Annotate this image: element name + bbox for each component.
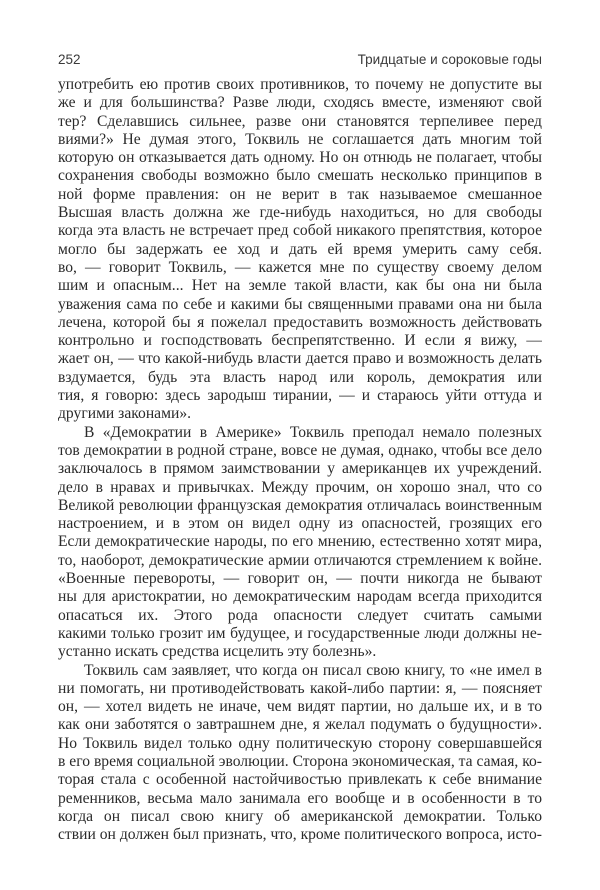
text-line: уважения сама по себе и какими бы священными правами она ни была: [58, 295, 542, 313]
text-line: Но Токвиль видел только одну политическую сторону совершавшейся: [58, 734, 542, 752]
text-line: когда эта власть не встречает пред собой никакого препятствия, которое: [58, 222, 542, 240]
paragraph-first-line: В «Демократии в Америке» Токвиль преподал немало полезных: [84, 423, 542, 441]
text-line: когда он писал свою книгу об американской демократии. Только: [58, 807, 542, 825]
text-line: заключалось в прямом заимствовании у американцев их учреждений.: [58, 460, 542, 478]
text-line: ствии он должен был признать, что, кроме политического вопроса, исто-: [58, 826, 542, 844]
running-title: Тридцатые и сороковые годы: [357, 52, 542, 67]
text-line: тов демократии в родной стране, вовсе не думая, однако, чтобы все дело: [58, 441, 542, 459]
text-line: Если демократические народы, по его мнению, естественно хотят мира,: [58, 533, 542, 551]
text-line: ны для аристократии, но демократическим народам всегда приходится: [58, 588, 542, 606]
text-line: опасаться их. Этого рода опасности следует считать самыми: [58, 606, 542, 624]
text-line: во, — говорит Токвиль, — кажется мне по существу своему делом: [58, 258, 542, 276]
text-line: тия, я говорю: здесь зародыш тирании, — и стараюсь уйти оттуда и: [58, 387, 542, 405]
text-line: то, наоборот, демократические армии отличаются стремлением к войне.: [58, 551, 542, 569]
text-line: тер? Сделавшись сильнее, разве они становятся терпеливее перед: [58, 112, 542, 130]
text-line: жает он, — что какой-нибудь власти дается право и возможность делать: [58, 350, 542, 368]
text-line: виями?» Не думая этого, Токвиль не соглашается дать многим той: [58, 130, 542, 148]
text-line: вздумается, будь эта власть народ или король, демократия или: [58, 368, 542, 386]
text-line: настроением, и в этом он видел одну из опасностей, грозящих его: [58, 515, 542, 533]
page-body-text: [58, 76, 542, 844]
text-line: дело в нравах и привычках. Между прочим, он хорошо знал, что со: [58, 478, 542, 496]
text-line: лечена, которой бы я пожелал предоставить возможность действовать: [58, 313, 542, 331]
text-line: в его время социальной эволюции. Сторона экономическая, та самая, ко-: [58, 752, 542, 770]
text-line: как они заботятся о завтрашнем дне, я желал подумать о будущности».: [58, 716, 542, 734]
text-line: торая стала с особенной настойчивостью привлекать к себе внимание: [58, 771, 542, 789]
text-line: употребить ею против своих противников, то почему не допустите вы: [58, 76, 542, 93]
text-line: же и для большинства? Разве люди, сходясь вместе, изменяют свой: [58, 94, 542, 112]
text-line: ременников, весьма мало занимала его вообще и в особенности в то: [58, 789, 542, 807]
text-line: какими только грозит им будущее, и государственные люди должны не-: [58, 624, 542, 642]
text-line: он, — хотел видеть не иначе, чем видят партии, но дальше их, и в то: [58, 698, 542, 716]
page-number: 252: [58, 52, 81, 67]
paragraph-first-line: Токвиль сам заявляет, что когда он писал свою книгу, то «не имел в: [84, 661, 542, 679]
text-line: Великой революции французская демократия отличалась воинственным: [58, 496, 542, 514]
text-line: устанно искать средства исцелить эту болезнь».: [58, 643, 377, 661]
text-line: могло бы задержать ее ход и дать ей время умерить саму себя.: [58, 240, 542, 258]
text-line: контрольно и господствовать беспрепятственно. И если я вижу, —: [58, 332, 542, 350]
text-line: ной форме правления: он не верит в так называемое смешанное: [58, 185, 542, 203]
text-line: «Военные перевороты, — говорит он, — почти никогда не бывают: [58, 570, 542, 588]
text-line: шим и опасным... Нет на земле такой власти, как бы она ни была: [58, 277, 542, 295]
text-line: которую он отказывается дать одному. Но он отнюдь не полагает, чтобы: [58, 149, 542, 167]
text-line: другими законами».: [58, 405, 192, 423]
text-line: сохранения свободы возможно было смешать несколько принципов в: [58, 167, 542, 185]
text-line: Высшая власть должна же где-нибудь находиться, но для свободы: [58, 204, 542, 222]
text-line: ни помогать, ни противодействовать какой-либо партии: я, — поясняет: [58, 679, 542, 697]
running-header: [58, 52, 542, 67]
